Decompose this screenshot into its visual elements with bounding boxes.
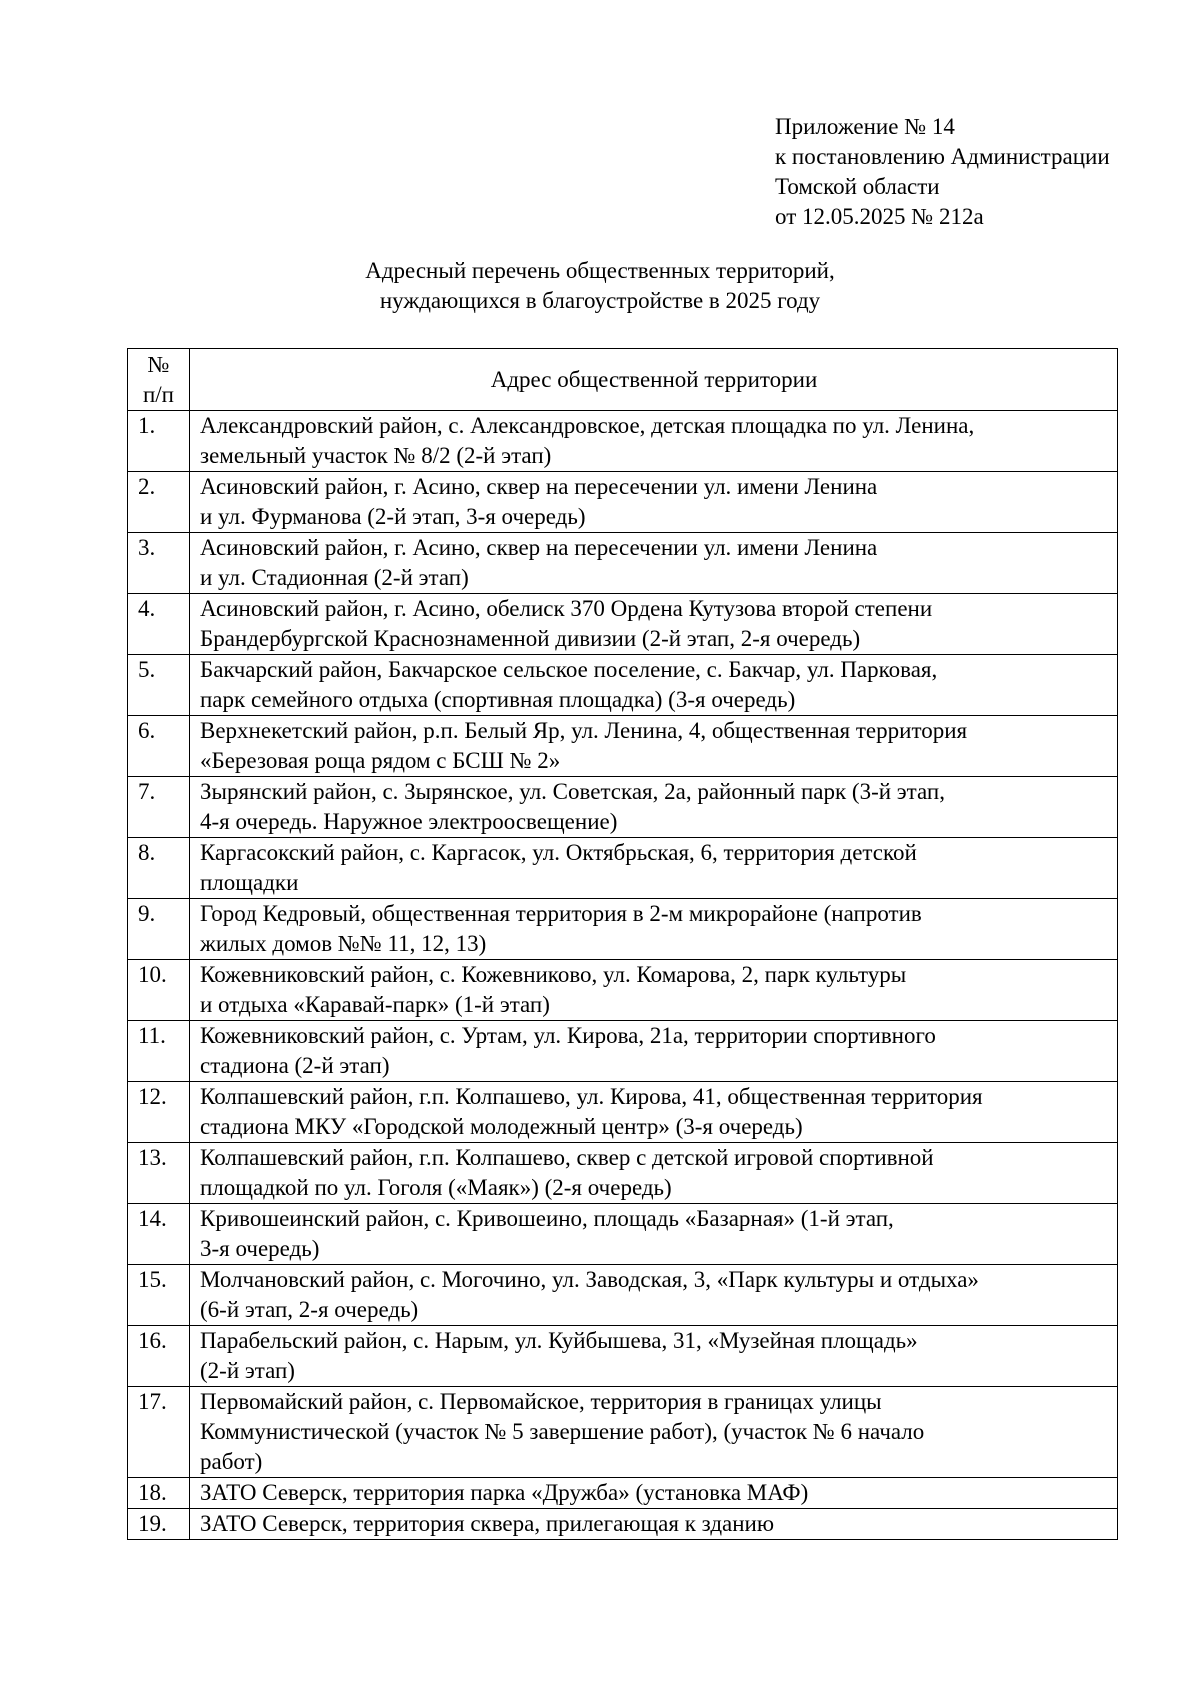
row-address (190, 960, 1118, 1021)
row-address (190, 411, 1118, 472)
address-line: площадкой по ул. Гоголя («Маяк») (2-я очередь) (200, 1175, 672, 1200)
row-number: 2. (128, 472, 190, 533)
row-number: 5. (128, 655, 190, 716)
row-number: 6. (128, 716, 190, 777)
row-address (190, 1326, 1118, 1387)
address-line: Кожевниковский район, с. Уртам, ул. Кирова, 21а, территории спортивного (200, 1023, 936, 1048)
address-line: Зырянский район, с. Зырянское, ул. Советская, 2а, районный парк (3-й этап, (200, 779, 945, 804)
table-row (128, 1509, 1118, 1540)
row-number: 17. (128, 1387, 190, 1478)
address-line: Город Кедровый, общественная территория в 2-м микрорайоне (напротив (200, 901, 922, 926)
title-line: Адресный перечень общественных территорий, (365, 258, 835, 283)
row-address (190, 899, 1118, 960)
table-body (128, 411, 1118, 1540)
row-address (190, 1478, 1118, 1509)
row-address (190, 594, 1118, 655)
address-line: и ул. Стадионная (2-й этап) (200, 565, 469, 590)
table-row (128, 655, 1118, 716)
table-row (128, 777, 1118, 838)
row-address (190, 533, 1118, 594)
annex-line: Томской области (775, 174, 940, 199)
row-address (190, 1143, 1118, 1204)
address-line: (6-й этап, 2-я очередь) (200, 1297, 419, 1322)
address-line: Бакчарский район, Бакчарское сельское поселение, с. Бакчар, ул. Парковая, (200, 657, 938, 682)
address-line: Кожевниковский район, с. Кожевниково, ул. Комарова, 2, парк культуры (200, 962, 907, 987)
address-line: Парабельский район, с. Нарым, ул. Куйбышева, 31, «Музейная площадь» (200, 1328, 918, 1353)
header-number-cell (128, 349, 190, 411)
row-number: 7. (128, 777, 190, 838)
row-number: 18. (128, 1478, 190, 1509)
address-line: ЗАТО Северск, территория парка «Дружба» (установка МАФ) (200, 1480, 809, 1505)
table-row (128, 1021, 1118, 1082)
annex-block (775, 112, 1110, 232)
table-row (128, 716, 1118, 777)
row-address (190, 1021, 1118, 1082)
table-row (128, 472, 1118, 533)
table-row (128, 533, 1118, 594)
row-number: 8. (128, 838, 190, 899)
table-row (128, 1478, 1118, 1509)
row-address (190, 1265, 1118, 1326)
address-line: Первомайский район, с. Первомайское, территория в границах улицы (200, 1389, 882, 1414)
address-line: Колпашевский район, г.п. Колпашево, ул. Кирова, 41, общественная территория (200, 1084, 983, 1109)
address-line: площадки (200, 870, 299, 895)
address-line: Верхнекетский район, р.п. Белый Яр, ул. Ленина, 4, общественная территория (200, 718, 968, 743)
address-line: Молчановский район, с. Могочино, ул. Заводская, 3, «Парк культуры и отдыха» (200, 1267, 979, 1292)
address-line: земельный участок № 8/2 (2-й этап) (200, 443, 552, 468)
address-line: и ул. Фурманова (2-й этап, 3-я очередь) (200, 504, 586, 529)
address-line: парк семейного отдыха (спортивная площадка) (3-я очередь) (200, 687, 796, 712)
row-number: 12. (128, 1082, 190, 1143)
table-row (128, 899, 1118, 960)
row-number: 9. (128, 899, 190, 960)
row-address (190, 1204, 1118, 1265)
address-line: (2-й этап) (200, 1358, 295, 1383)
table-row (128, 838, 1118, 899)
annex-line: к постановлению Администрации (775, 144, 1110, 169)
address-line: Каргасокский район, с. Каргасок, ул. Октябрьская, 6, территория детской (200, 840, 917, 865)
row-address (190, 777, 1118, 838)
title-line: нуждающихся в благоустройстве в 2025 году (379, 288, 821, 313)
address-table (127, 348, 1118, 1540)
table-row (128, 1204, 1118, 1265)
address-line: Брандербургской Краснознаменной дивизии (2-й этап, 2-я очередь) (200, 626, 861, 651)
row-number: 4. (128, 594, 190, 655)
row-number: 16. (128, 1326, 190, 1387)
address-line: 4-я очередь. Наружное электроосвещение) (200, 809, 618, 834)
row-address (190, 716, 1118, 777)
table-row (128, 960, 1118, 1021)
header-address-cell: Адрес общественной территории (190, 349, 1118, 411)
address-line: стадиона (2-й этап) (200, 1053, 390, 1078)
row-number: 13. (128, 1143, 190, 1204)
table-row (128, 1082, 1118, 1143)
row-address (190, 1509, 1118, 1540)
table-row (128, 1265, 1118, 1326)
address-line: Асиновский район, г. Асино, сквер на пересечении ул. имени Ленина (200, 535, 878, 560)
table-header-row (128, 349, 1118, 411)
table-row (128, 594, 1118, 655)
annex-line: от 12.05.2025 № 212а (775, 204, 984, 229)
row-number: 1. (128, 411, 190, 472)
row-number: 19. (128, 1509, 190, 1540)
row-number: 10. (128, 960, 190, 1021)
address-line: «Березовая роща рядом с БСШ № 2» (200, 748, 561, 773)
row-address (190, 655, 1118, 716)
annex-line: Приложение № 14 (775, 114, 955, 139)
row-number: 11. (128, 1021, 190, 1082)
address-line: работ) (200, 1449, 263, 1474)
row-number: 15. (128, 1265, 190, 1326)
address-line: Кривошеинский район, с. Кривошеино, площадь «Базарная» (1-й этап, (200, 1206, 894, 1231)
table-row (128, 411, 1118, 472)
table-row (128, 1387, 1118, 1478)
row-number: 3. (128, 533, 190, 594)
table-row (128, 1326, 1118, 1387)
row-number: 14. (128, 1204, 190, 1265)
address-line: Асиновский район, г. Асино, сквер на пересечении ул. имени Ленина (200, 474, 878, 499)
header-number-symbol: № (147, 352, 170, 377)
address-line: Коммунистической (участок № 5 завершение работ), (участок № 6 начало (200, 1419, 925, 1444)
address-line: ЗАТО Северск, территория сквера, прилегающая к зданию (200, 1511, 775, 1536)
address-line: Колпашевский район, г.п. Колпашево, сквер с детской игровой спортивной (200, 1145, 934, 1170)
table-row (128, 1143, 1118, 1204)
row-address (190, 1387, 1118, 1478)
document-title (0, 256, 1200, 316)
address-line: 3-я очередь) (200, 1236, 320, 1261)
address-line: жилых домов №№ 11, 12, 13) (200, 931, 487, 956)
header-number-abbr: п/п (142, 382, 174, 407)
row-address (190, 838, 1118, 899)
address-line: Асиновский район, г. Асино, обелиск 370 Ордена Кутузова второй степени (200, 596, 933, 621)
row-address (190, 1082, 1118, 1143)
address-line: Александровский район, с. Александровское, детская площадка по ул. Ленина, (200, 413, 975, 438)
address-line: и отдыха «Каравай-парк» (1-й этап) (200, 992, 550, 1017)
address-line: стадиона МКУ «Городской молодежный центр» (3-я очередь) (200, 1114, 803, 1139)
row-address (190, 472, 1118, 533)
